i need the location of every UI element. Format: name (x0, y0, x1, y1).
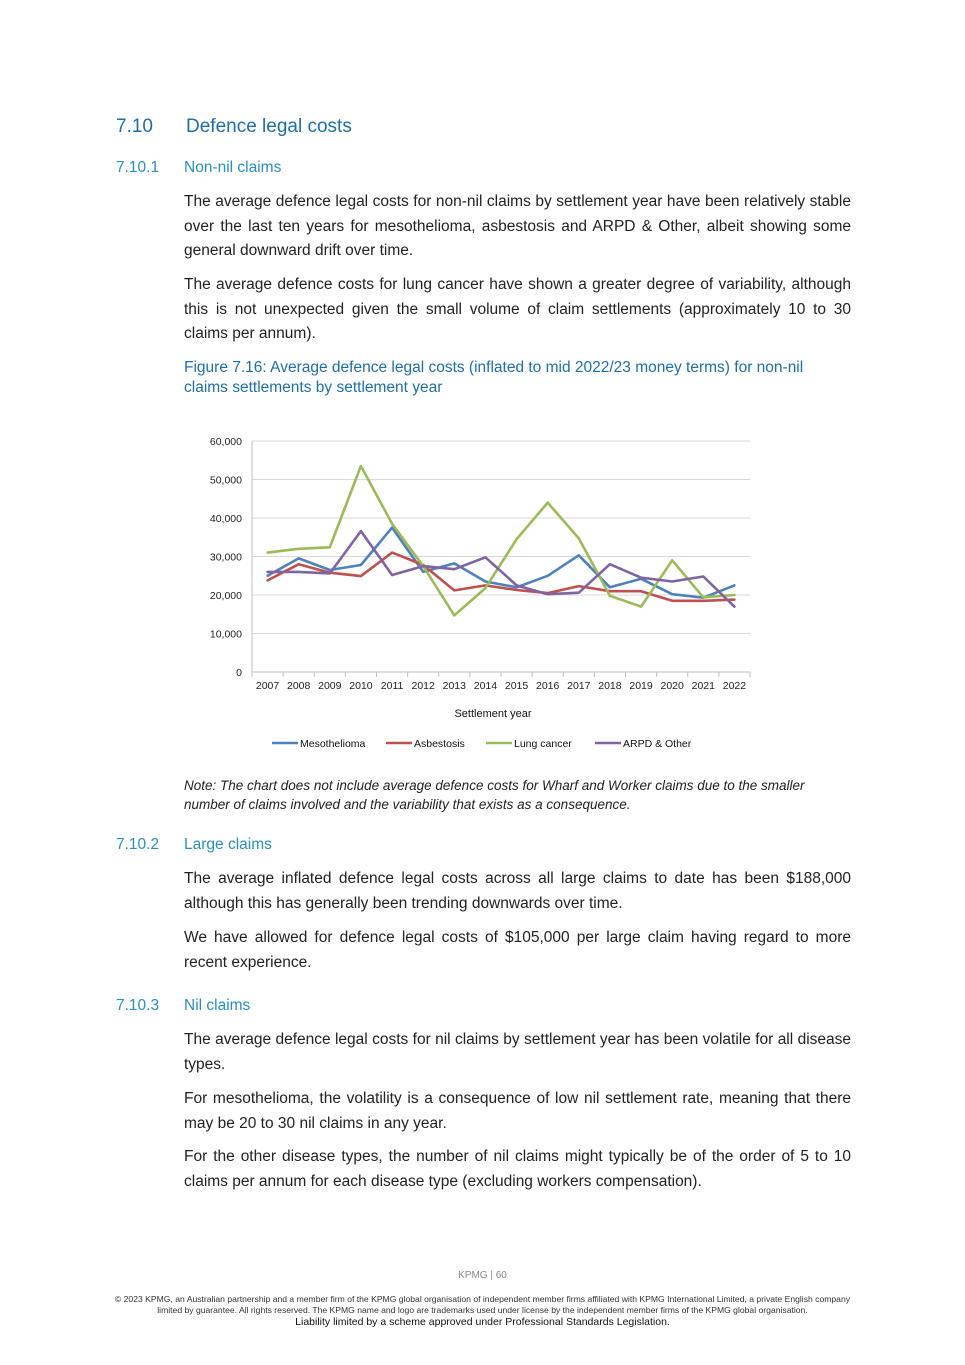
line-chart (190, 425, 770, 765)
x-tick-label: 2021 (691, 680, 715, 692)
x-tick-label: 2014 (473, 680, 498, 692)
y-tick-label: 50,000 (209, 474, 242, 487)
paragraph: The average inflated defence legal costs across all large claims to date has been $188,000 although this has generally been trending downwards over time. (184, 870, 851, 912)
paragraph: For mesothelioma, the volatility is a consequence of low nil settlement rate, meaning that there may be 20 to 30 nil claims in any year. (184, 1090, 851, 1132)
x-tick-label: 2018 (598, 680, 622, 692)
x-tick-label: 2020 (660, 680, 684, 692)
x-tick-label: 2011 (380, 680, 404, 692)
legend-label: Mesothelioma (300, 738, 366, 750)
y-tick-label: 10,000 (209, 628, 242, 641)
legend-label: Asbestosis (414, 738, 465, 750)
chart-series (268, 466, 735, 615)
subsection-title: Nil claims (184, 997, 251, 1014)
subsection-title: Large claims (184, 836, 272, 853)
x-axis-label: Settlement year (454, 708, 532, 720)
y-tick-label: 30,000 (209, 551, 242, 564)
x-tick-label: 2017 (567, 680, 591, 692)
series-line-lung-cancer (268, 466, 735, 615)
x-tick-label: 2022 (722, 680, 747, 692)
y-tick-label: 60,000 (209, 436, 242, 448)
subsection-heading-non-nil (116, 159, 281, 177)
paragraph: For the other disease types, the number of nil claims might typically be of the order of 5 to 10 claims per annum for each disease type (excluding workers compensation). (184, 1148, 851, 1190)
subsection-number: 7.10.1 (116, 159, 160, 176)
paragraph: The average defence legal costs for nil claims by settlement year has been volatile for all disease types. (184, 1031, 851, 1073)
x-tick-label: 2007 (255, 680, 280, 692)
section-number: 7.10 (116, 116, 153, 137)
y-tick-label: 0 (236, 667, 242, 679)
paragraph: We have allowed for defence legal costs of $105,000 per large claim having regard to more recent experience. (184, 929, 851, 971)
legend-label: ARPD & Other (623, 738, 692, 750)
y-tick-label: 20,000 (209, 590, 242, 602)
chart-legend (272, 738, 692, 750)
subsection-title: Non-nil claims (184, 159, 282, 176)
subsection-number: 7.10.3 (116, 997, 160, 1014)
subsection-heading-nil-claims (116, 997, 250, 1015)
x-tick-label: 2013 (442, 680, 466, 692)
x-tick-label: 2016 (536, 680, 560, 692)
x-tick-label: 2010 (349, 680, 373, 692)
figure-note: Note: The chart does not include average defence costs for Wharf and Worker claims due to the smaller number of claims involved and the variability that exists as a consequence. (184, 778, 805, 812)
x-tick-label: 2019 (629, 680, 653, 692)
figure-caption: Figure 7.16: Average defence legal costs (inflated to mid 2022/23 money terms) for non-nil claims settlements by settlement year (184, 359, 804, 396)
liability-notice: Liability limited by a scheme approved under Professional Standards Legislation. (295, 1316, 670, 1328)
x-tick-label: 2008 (287, 680, 311, 692)
chart-gridlines (252, 441, 750, 672)
x-tick-label: 2015 (504, 680, 529, 692)
legend-label: Lung cancer (514, 738, 572, 750)
x-tick-label: 2009 (318, 680, 342, 692)
section-heading (116, 116, 352, 138)
copyright-notice: © 2023 KPMG, an Australian partnership and a member firm of the KPMG global organisation of independent member firms affiliated with KPMG International Limited, a private English company limited by guarantee. All rights reserved. The KPMG name and logo are trademarks used under license by the independent member firms of the KPMG global organisation. (114, 1294, 851, 1315)
series-line-asbestosis (268, 553, 735, 601)
page-number: KPMG | 60 (458, 1270, 507, 1281)
y-tick-label: 40,000 (209, 513, 242, 525)
section-title: Defence legal costs (186, 116, 352, 137)
subsection-number: 7.10.2 (116, 836, 160, 853)
paragraph: The average defence legal costs for non-nil claims by settlement year have been relatively stable over the last ten years for mesothelioma, asbestosis and ARPD & Other, albeit showing some general downward drift over time. (184, 193, 851, 259)
x-tick-label: 2012 (411, 680, 435, 692)
subsection-heading-large-claims (116, 836, 272, 854)
paragraph: The average defence costs for lung cancer have shown a greater degree of variability, although this is not unexpected given the small volume of claim settlements (approximately 10 to 30 claims per annum). (184, 276, 851, 342)
